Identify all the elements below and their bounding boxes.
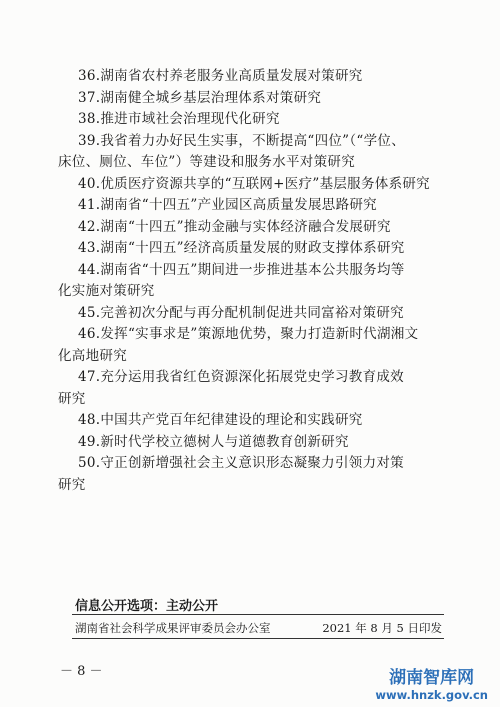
topic-item — [58, 131, 438, 174]
topic-item-line: 49.新时代学校立德树人与道德教育创新研究 — [78, 433, 349, 450]
disclosure-option: 信息公开选项：主动公开 — [75, 599, 219, 614]
topic-item-line: 36.湖南省农村养老服务业高质量发展对策研究 — [78, 68, 363, 84]
topic-item-line: 40.优质医疗资源共享的“互联网+医疗”基层服务体系研究 — [78, 175, 430, 192]
topic-item — [58, 195, 438, 217]
issue-date: 2021 年 8 月 5 日印发 — [322, 621, 442, 635]
topic-item-line: 46.发挥“实事求是”策源地优势，聚力打造新时代湖湘文 — [78, 326, 419, 342]
topic-item — [58, 217, 438, 239]
topic-item — [58, 260, 438, 303]
topic-item-line: 45.完善初次分配与再分配机制促进共同富裕对策研究 — [78, 304, 404, 321]
topic-item-continuation: 化高地研究 — [58, 347, 127, 364]
page-number: － 8 － — [60, 664, 103, 679]
topic-item — [58, 66, 438, 88]
topic-item-line: 41.湖南省“十四五”产业园区高质量发展思路研究 — [78, 197, 377, 213]
topic-item-line: 48.中国共产党百年纪律建设的理论和实践研究 — [78, 412, 363, 428]
topic-item-line: 44.湖南省“十四五”期间进一步推进基本公共服务均等 — [78, 261, 405, 278]
topic-item — [58, 432, 438, 454]
topic-item-continuation: 化实施对策研究 — [58, 283, 155, 299]
topic-item — [58, 453, 438, 496]
footer-rule-bottom — [72, 638, 444, 639]
watermark-url: www.hnzk.gov.cn — [375, 688, 488, 702]
topic-list — [58, 66, 438, 496]
topic-item — [58, 303, 438, 325]
site-watermark — [375, 668, 488, 702]
topic-item-line: 42.湖南“十四五”推动金融与实体经济融合发展研究 — [78, 218, 391, 235]
topic-item-line: 47.充分运用我省红色资源深化拓展党史学习教育成效 — [78, 369, 404, 385]
topic-item-line: 38.推进市域社会治理现代化研究 — [78, 111, 280, 127]
issuing-office: 湖南省社会科学成果评审委员会办公室 — [75, 621, 271, 635]
topic-item — [58, 410, 438, 432]
topic-item-continuation: 研究 — [58, 476, 86, 493]
topic-item-line: 39.我省着力办好民生实事，不断提高“四位”（“学位、 — [78, 132, 406, 149]
topic-item-line: 43.湖南“十四五”经济高质量发展的财政支撑体系研究 — [78, 240, 405, 256]
topic-item-line: 50.守正创新增强社会主义意识形态凝聚力引领力对策 — [78, 455, 404, 471]
topic-item — [58, 174, 438, 196]
watermark-title: 湖南智库网 — [389, 668, 475, 688]
topic-item — [58, 324, 438, 367]
topic-item — [58, 367, 438, 410]
topic-item-line: 37.湖南健全城乡基层治理体系对策研究 — [78, 89, 322, 106]
topic-item — [58, 109, 438, 131]
topic-item — [58, 88, 438, 110]
topic-item-continuation: 研究 — [58, 390, 86, 407]
topic-item — [58, 238, 438, 260]
topic-item-continuation: 床位、厕位、车位”）等建设和服务水平对策研究 — [58, 154, 356, 170]
footer-rule-top — [72, 614, 444, 615]
